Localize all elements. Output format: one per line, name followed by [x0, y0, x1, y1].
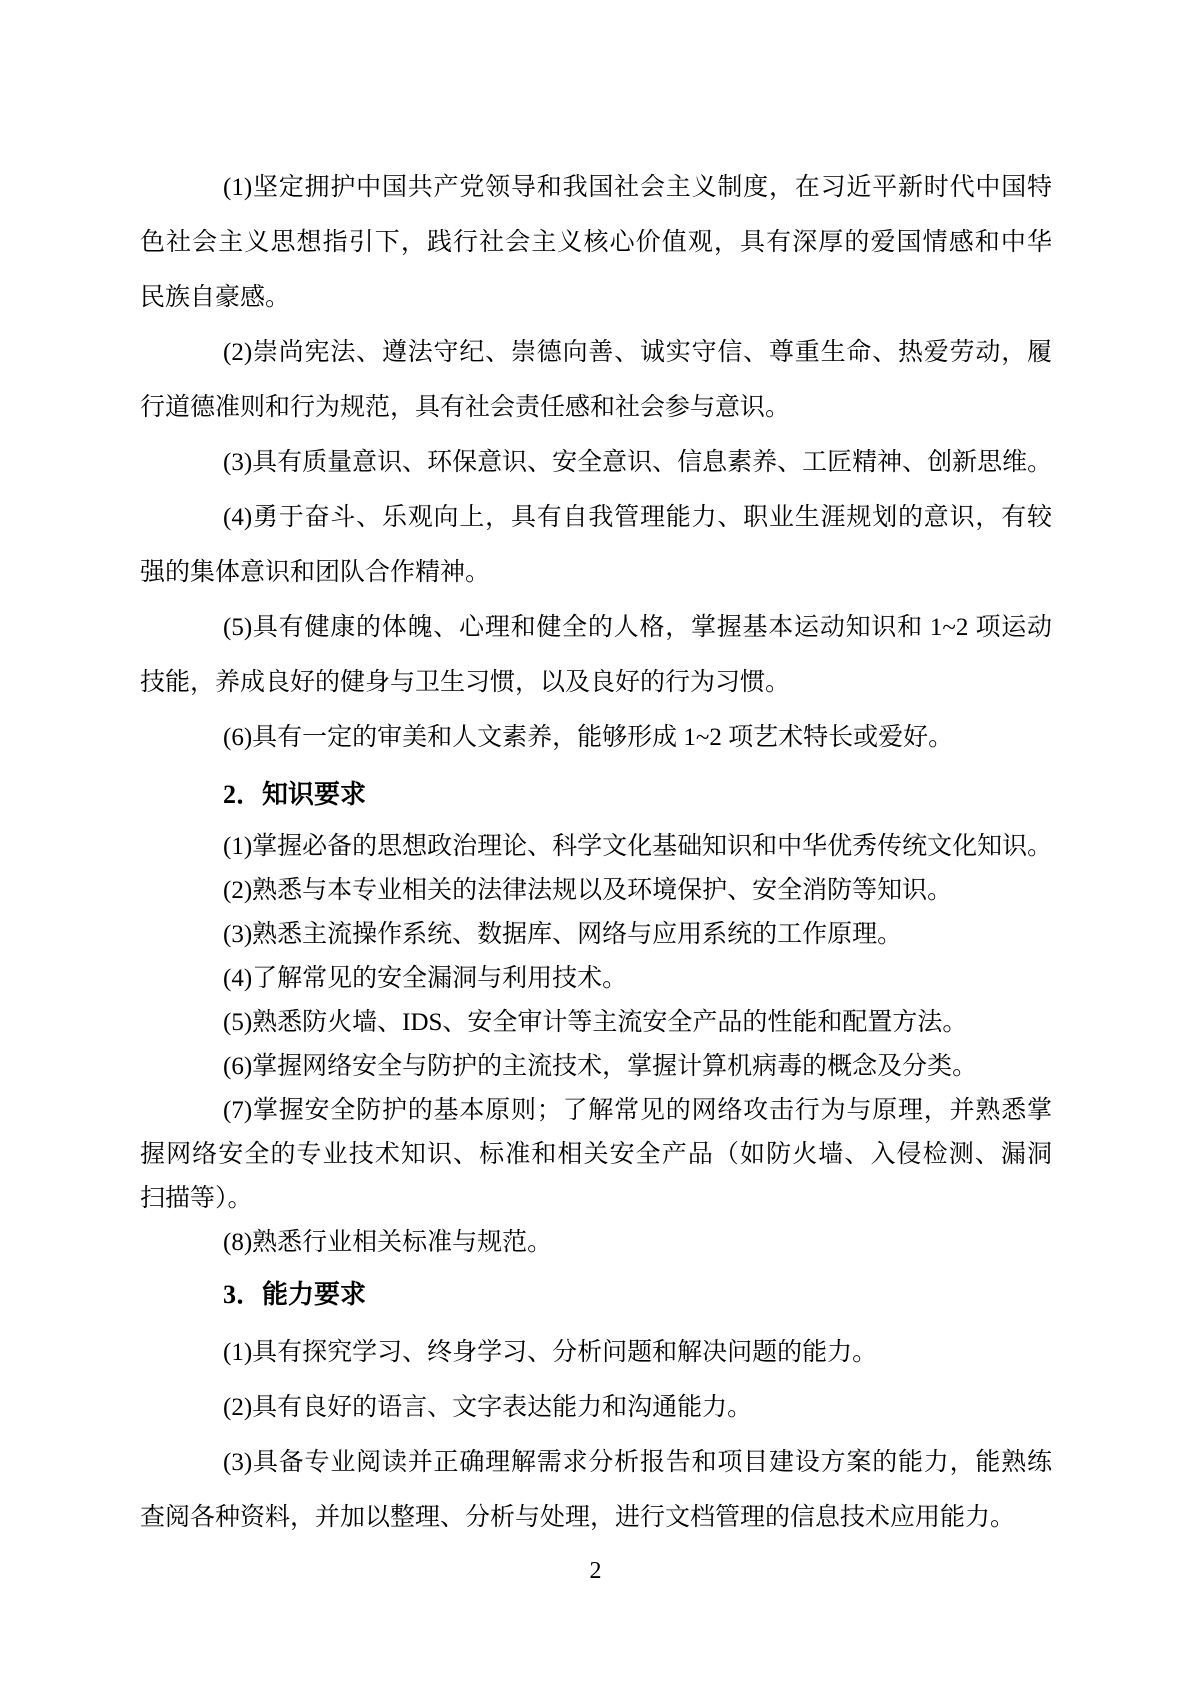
text-line: 技能，养成良好的健身与卫生习惯，以及良好的行为习惯。 — [140, 669, 791, 696]
text-line: 色社会主义思想指引下，践行社会主义核心价值观，具有深厚的爱国情感和中华 — [140, 229, 1052, 256]
text-line: 强的集体意识和团队合作精神。 — [140, 559, 491, 586]
text-line: (2)崇尚宪法、遵法守纪、崇德向善、诚实守信、尊重生命、热爱劳动，履 — [223, 339, 1052, 366]
text-line: 行道德准则和行为规范，具有社会责任感和社会参与意识。 — [140, 394, 791, 421]
text-line: (1)具有探究学习、终身学习、分析问题和解决问题的能力。 — [223, 1339, 878, 1366]
text-line: (6)具有一定的审美和人文素养，能够形成 1~2 项艺术特长或爱好。 — [223, 724, 954, 751]
text-line: (5)具有健康的体魄、心理和健全的人格，掌握基本运动知识和 1~2 项运动 — [223, 614, 1052, 641]
text-line: (6)掌握网络安全与防护的主流技术，掌握计算机病毒的概念及分类。 — [223, 1053, 978, 1080]
text-line: 查阅各种资料，并加以整理、分析与处理，进行文档管理的信息技术应用能力。 — [140, 1504, 1016, 1531]
text-line: (4)勇于奋斗、乐观向上，具有自我管理能力、职业生涯规划的意识，有较 — [223, 504, 1052, 531]
text-line: (1)掌握必备的思想政治理论、科学文化基础知识和中华优秀传统文化知识。 — [223, 833, 1052, 860]
text-line: (3)具备专业阅读并正确理解需求分析报告和项目建设方案的能力，能熟练 — [223, 1449, 1052, 1476]
page-number: 2 — [589, 1558, 602, 1584]
document-body — [140, 160, 1052, 1545]
text-line: (5)熟悉防火墙、IDS、安全审计等主流安全产品的性能和配置方法。 — [223, 1009, 968, 1036]
text-line: (1)坚定拥护中国共产党领导和我国社会主义制度，在习近平新时代中国特 — [223, 174, 1052, 201]
text-line: (7)掌握安全防护的基本原则；了解常见的网络攻击行为与原理，并熟悉掌 — [223, 1097, 1052, 1124]
text-line: (8)熟悉行业相关标准与规范。 — [223, 1229, 553, 1256]
text-line: (4)了解常见的安全漏洞与利用技术。 — [223, 965, 628, 992]
text-line: (2)熟悉与本专业相关的法律法规以及环境保护、安全消防等知识。 — [223, 877, 953, 904]
text-line: (3)具有质量意识、环保意识、安全意识、信息素养、工匠精神、创新思维。 — [223, 449, 1052, 476]
text-line: (2)具有良好的语言、文字表达能力和沟通能力。 — [223, 1394, 753, 1421]
text-line: (3)熟悉主流操作系统、数据库、网络与应用系统的工作原理。 — [223, 921, 903, 948]
text-line: 扫描等）。 — [140, 1185, 253, 1212]
text-line: 握网络安全的专业技术知识、标准和相关安全产品（如防火墙、入侵检测、漏洞 — [140, 1141, 1052, 1168]
text-line: 民族自豪感。 — [140, 284, 291, 311]
heading-ability-requirements: 3．能力要求 — [223, 1280, 367, 1309]
heading-knowledge-requirements: 2．知识要求 — [223, 780, 367, 809]
